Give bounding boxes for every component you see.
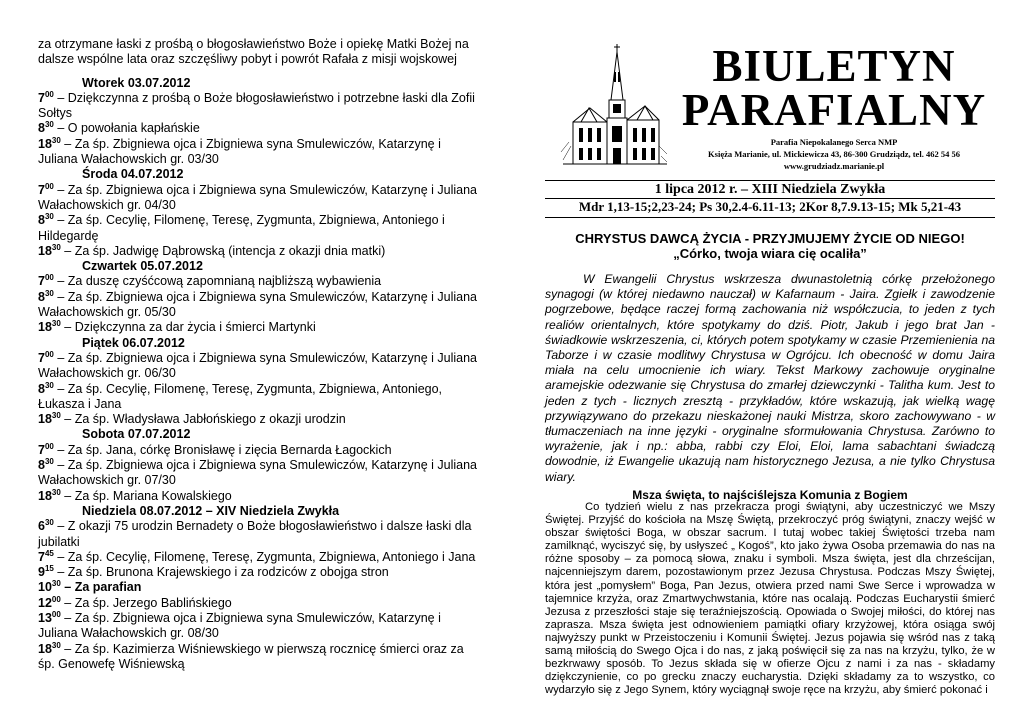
intention-text: – Za śp. Zbigniewa ojca i Zbigniewa syna Smulewiczów, Katarzynę i Juliana Wałachowskich gr. 06/30: [38, 350, 477, 381]
divider-bottom: [545, 217, 995, 218]
mass-time: $18^{30}$: [38, 640, 61, 656]
mass-time: $7^{00}$: [38, 441, 54, 457]
intention-text: – Za śp. Brunona Krajewskiego i za rodziców z obojga stron: [53, 565, 389, 580]
headline-subtitle: „Córko, twoja wiara cię ocaliła”: [673, 246, 867, 261]
mass-time: $8^{30}$: [38, 120, 54, 136]
masthead-title-line2: PARAFIALNY: [681, 85, 987, 135]
mass-time: $18^{30}$: [38, 487, 61, 503]
intention-text: – Z okazji 75 urodzin Bernadety o Boże błogosławieństwo i dalsze łaski dla jubilatki: [38, 519, 472, 549]
parish-website: www.grudziadz.marianie.pl: [783, 161, 885, 171]
mass-intention: [38, 137, 478, 168]
mass-intention: [38, 351, 478, 382]
mass-intention: [38, 443, 478, 458]
day-heading: Wtorek 03.07.2012: [82, 75, 191, 90]
mass-intentions-column: [38, 37, 478, 672]
mass-intention: [38, 121, 478, 136]
intention-text: – Za śp. Cecylię, Filomenę, Teresę, Zygmunta, Zbigniewa, Antoniego i Hildegardę: [38, 213, 445, 243]
mass-intention: [38, 183, 478, 214]
mass-intention: [38, 550, 478, 565]
mass-intention: [38, 244, 478, 259]
mass-intention: [38, 642, 478, 673]
mass-intention: [38, 320, 478, 335]
parish-name: Parafia Niepokalanego Serca NMP: [770, 137, 898, 147]
mass-intention: [38, 596, 478, 611]
mass-intention: [38, 458, 478, 489]
parish-address: Księża Marianie, ul. Mickiewicza 43, 86-300 Grudziądz, tel. 462 54 56: [708, 149, 960, 159]
intention-text: – Za śp. Jadwigę Dąbrowską (intencja z okazji dnia matki): [60, 243, 386, 258]
mass-time: $18^{30}$: [38, 242, 61, 258]
intention-text: – Za śp. Jana, córkę Bronisławę i zięcia Bernarda Łagockich: [53, 442, 392, 457]
intention-text: – O powołania kapłańskie: [53, 121, 200, 136]
mass-time: $18^{30}$: [38, 135, 61, 151]
mass-intention: [38, 580, 478, 595]
mass-time: $12^{00}$: [38, 594, 61, 610]
intro-text: za otrzymane łaski z prośbą o błogosławieństwo Boże i opiekę Matki Bożej na dalsze wspólne lata oraz szczęśliwy pobyt i powrót Rafała z misji wojskowej: [38, 37, 469, 67]
intention-text: – Za śp. Zbigniewa ojca i Zbigniewa syna Smulewiczów, Katarzynę i Juliana Wałachowskich gr. 08/30: [38, 610, 441, 641]
mass-intention: [38, 382, 478, 413]
mass-time: $8^{30}$: [38, 212, 54, 228]
intention-text: – Za parafian: [60, 580, 142, 595]
mass-time: $18^{30}$: [38, 319, 61, 335]
issue-date: 1 lipca 2012 r. – XIII Niedziela Zwykła: [654, 182, 886, 197]
intention-text: – Za śp. Cecylię, Filomenę, Teresę, Zygmunta, Zbigniewa, Antoniego i Jana: [53, 549, 476, 564]
mass-time: $7^{00}$: [38, 273, 54, 289]
mass-time: $7^{00}$: [38, 181, 54, 197]
mass-intention: [38, 290, 478, 321]
main-headline: [545, 231, 995, 261]
mass-time: $8^{30}$: [38, 288, 54, 304]
headline-title: CHRYSTUS DAWCĄ ŻYCIA - PRZYJMUJEMY ŻYCIE OD NIEGO!: [575, 231, 965, 246]
intention-text: – Za śp. Kazimierza Wiśniewskiego w pierwszą rocznicę śmierci oraz za śp. Genowefę Wiśniewską: [38, 641, 464, 671]
intention-text: – Za śp. Zbigniewa ojca i Zbigniewa syna Smulewiczów, Katarzynę i Juliana Wałachowskich gr. 04/30: [38, 182, 477, 212]
day-heading: Czwartek 05.07.2012: [82, 259, 203, 274]
intention-text: – Za śp. Zbigniewa ojca i Zbigniewa syna Smulewiczów, Katarzynę i Juliana Wałachowskich gr. 03/30: [38, 136, 441, 167]
mass-time: $9^{15}$: [38, 563, 54, 580]
mass-intention: [38, 91, 478, 122]
mass-intention: [38, 489, 478, 504]
gospel-commentary: W Ewangelii Chrystus wskrzesza dwunastoletnią córkę przełożonego synagogi (w której niedawno nauczał) w Kafarnaum - Jaira. Zgiełk i zawodzenie pogrzebowe, będące raczej formą zachowania niż współczucia, to jeden z tych realiów orientalnych, które spotykamy do dziś. Piotr, Jakub i jego brat Jan - świadkowie wskrzeszenia, ci, których potem spotykamy w czasie Przemienienia na Taborze i w czasie modlitwy Chrystusa w Ogrójcu. Ich obecność w domu Jaira miała na celu umocnienie ich wiary. Tekst Markowy zachowuje oryginalne aramejskie odezwanie się Chrystusa do zmarłej dziewczynki - Talitha kum. Jest to jeden z tych - licznych zresztą - przykładów, które wskazują, jak wielką wagę przywiązywano do przekazu nieskażonej nauki Mistrza, skoro zachowywano - w tłumaczeniach na inne języki - oryginalne sformułowania Chrystusa. Zarówno to wyrażenie, jak i np.: abba, rabbi czy Eloi, Eloi, lama sabachtani świadczą dowodnie, iż Ewangelie ukazują nam historycznego Jezusa, a nie tylko Chrystusa wiary.: [545, 272, 995, 484]
article2-title: Msza święta, to najściślejsza Komunia z Bogiem: [632, 488, 908, 502]
church-illustration: [559, 42, 669, 172]
article2-body: Co tydzień wielu z nas przekracza progi świątyni, aby uczestniczyć we Mszy Świętej. Przyjść do kościoła na Mszę Świętą, przekroczyć próg świątyni, znaczy wejść w obszar świętości Boga, w obszar sacrum. I tutaj wobec takiej Świętości trzeba nam zamilknąć, wyciszyć się, by usłyszeć „ Kogoś”, kto jako żywa Osoba przemawia do nas na różne sposoby – za pomocą słowa, znaku i symboli. Msza święta, jest dla chrześcijan, najcenniejszym darem, pozostawionym przez Jezusa Chrystusa. Podczas Mszy Świętej, która jest „pomysłem” Boga, Pan Jezus, otwiera przed nami Swe Serce i wprowadza w tajemnice krzyża, oraz Zmartwychwstania, które nas ocalają. Podczas Eucharystii śmierć Jezusa z przeszłości staje się teraźniejszością. Opowiada o Swojej miłości, do której nas zaprasza. Msza święta jest odnowieniem pamiątki ofiary krzyżowej, która osiąga swój najwyższy punkt w Przeistoczeniu i Komunii Świętej. Jezus pojawia się wśród nas z taką samą miłością do Swego Ojca i do nas, z jaką poświęcił się za nas na krzyżu, tylko, że w bezkrwawy sposób. To Jezus składa się w ofierze Ojcu z nami i za nas - składamy dziękczynienie, co po grecku znaczy eucharystia. Dzięki składamy za to wszystko, co wydarzyło się z Jego Synem, który wyciągnął swoje ręce na krzyżu, aby śmierć pokonać i: [545, 501, 995, 697]
masthead-title-line1: BIULETYN: [712, 41, 956, 91]
mass-intention: [38, 565, 478, 580]
intention-text: – Dziękczynna z prośbą o Boże błogosławieństwo i potrzebne łaski dla Zofii Sołtys: [38, 90, 475, 121]
intention-text: – Za śp. Cecylię, Filomenę, Teresę, Zygmunta, Zbigniewa, Antoniego, Łukasza i Jana: [38, 381, 443, 411]
day-heading: Sobota 07.07.2012: [82, 427, 191, 442]
day-heading: Niedziela 08.07.2012 – XIV Niedziela Zwykła: [82, 503, 340, 518]
mass-intention: [38, 213, 478, 244]
intention-text: – Za śp. Władysława Jabłońskiego z okazji urodzin: [60, 412, 346, 427]
mass-time: $7^{45}$: [38, 548, 54, 564]
intention-text: – Dziękczynna za dar życia i śmierci Martynki: [60, 320, 316, 335]
mass-time: $7^{00}$: [38, 349, 54, 365]
intention-text: – Za duszę czyśćcową zapomnianą najbliższą wybawienia: [53, 274, 382, 289]
mass-time: $6^{30}$: [38, 518, 54, 534]
intention-text: – Za śp. Zbigniewa ojca i Zbigniewa syna Smulewiczów, Katarzynę i Juliana Wałachowskich gr. 07/30: [38, 458, 477, 488]
divider-top: [545, 180, 995, 181]
mass-intention: [38, 412, 478, 427]
mass-time: $8^{30}$: [38, 456, 54, 473]
mass-time: $7^{00}$: [38, 89, 54, 105]
mass-intention: [38, 519, 478, 550]
masthead: [673, 41, 995, 172]
day-heading: Piątek 06.07.2012: [82, 335, 185, 350]
mass-time: $13^{00}$: [38, 609, 61, 625]
days-list: [38, 76, 478, 673]
intention-text: – Za śp. Mariana Kowalskiego: [60, 488, 232, 503]
mass-intention: [38, 274, 478, 289]
mass-intention: [38, 611, 478, 642]
liturgical-readings: Mdr 1,13-15;2,23-24; Ps 30,2.4-6.11-13; 2Kor 8,7.9.13-15; Mk 5,21-43: [578, 199, 962, 214]
mass-time: $10^{30}$: [38, 579, 61, 595]
intention-text: – Za śp. Zbigniewa ojca i Zbigniewa syna Smulewiczów, Katarzynę i Juliana Wałachowskich gr. 05/30: [38, 289, 477, 320]
mass-time: $8^{30}$: [38, 380, 54, 396]
intention-text: – Za śp. Jerzego Bablińskiego: [60, 595, 232, 610]
mass-time: $18^{30}$: [38, 410, 61, 427]
day-heading: Środa 04.07.2012: [82, 167, 184, 182]
